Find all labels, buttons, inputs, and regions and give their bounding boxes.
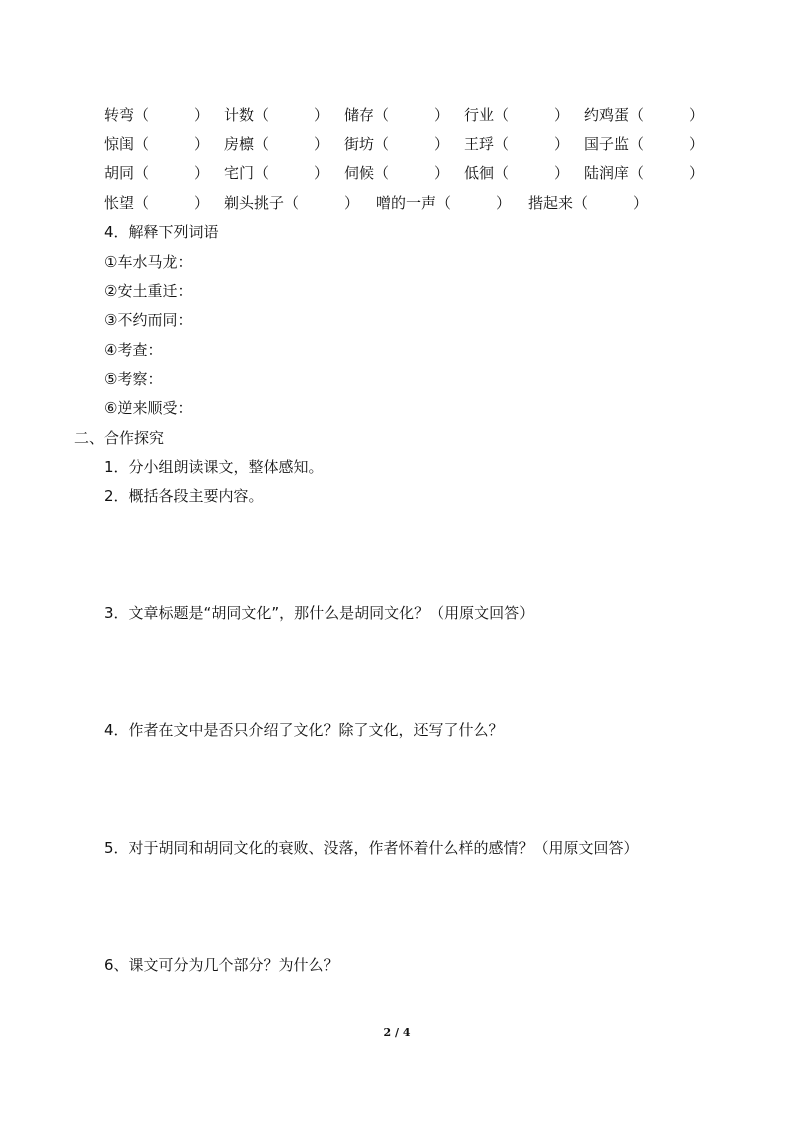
- section-heading: 二、合作探究: [74, 429, 165, 447]
- vocab-item: 陆润庠（ ）: [584, 164, 705, 182]
- question-text: 5．对于胡同和胡同文化的衰败、没落，作者怀着什么样的感情？（用原文回答）: [104, 839, 639, 857]
- vocab-row-1: [0, 105, 794, 125]
- vocab-item: 剃头挑子（ ）: [224, 194, 360, 212]
- definition-item: ⑤考察：: [104, 370, 163, 388]
- question-text: 4．作者在文中是否只介绍了文化？除了文化，还写了什么？: [104, 721, 504, 739]
- question-text: 1．分小组朗读课文，整体感知。: [104, 458, 324, 476]
- definition-item: ②安土重迁：: [104, 282, 193, 300]
- question-text: 6、课文可分为几个部分？为什么？: [104, 956, 339, 974]
- definition-item: ③不约而同：: [104, 311, 193, 329]
- vocab-item: 揩起来（ ）: [528, 194, 649, 212]
- vocab-item: 街坊（ ）: [344, 135, 450, 153]
- page-number: 2 / 4: [383, 1026, 411, 1039]
- definition-item: ⑥逆来顺受：: [104, 399, 193, 417]
- vocab-item: 伺候（ ）: [344, 164, 450, 182]
- vocab-row-2: [0, 134, 794, 154]
- vocab-item: 国子监（ ）: [584, 135, 705, 153]
- question-text: 2．概括各段主要内容。: [104, 487, 264, 505]
- vocab-row-4: [0, 193, 794, 213]
- vocab-item: 怅望（ ）: [104, 194, 210, 212]
- vocab-item: 低徊（ ）: [464, 164, 570, 182]
- definition-item: ④考查：: [104, 341, 163, 359]
- vocab-item: 约鸡蛋（ ）: [584, 106, 705, 124]
- vocab-item: 王琈（ ）: [464, 135, 570, 153]
- vocab-item: 宅门（ ）: [224, 164, 330, 182]
- vocab-item: 胡同（ ）: [104, 164, 210, 182]
- question-text: 3．文章标题是“胡同文化”，那什么是胡同文化？（用原文回答）: [104, 604, 535, 622]
- vocab-row-3: [0, 163, 794, 183]
- vocab-item: 计数（ ）: [224, 106, 330, 124]
- vocab-item: 行业（ ）: [464, 106, 570, 124]
- vocab-item: 惊闺（ ）: [104, 135, 210, 153]
- vocab-item: 房檩（ ）: [224, 135, 330, 153]
- vocab-item: 噌的一声（ ）: [376, 194, 512, 212]
- question-4-title: 4．解释下列词语: [104, 223, 219, 241]
- vocab-item: 转弯（ ）: [104, 106, 210, 124]
- vocab-item: 储存（ ）: [344, 106, 450, 124]
- definition-item: ①车水马龙：: [104, 253, 193, 271]
